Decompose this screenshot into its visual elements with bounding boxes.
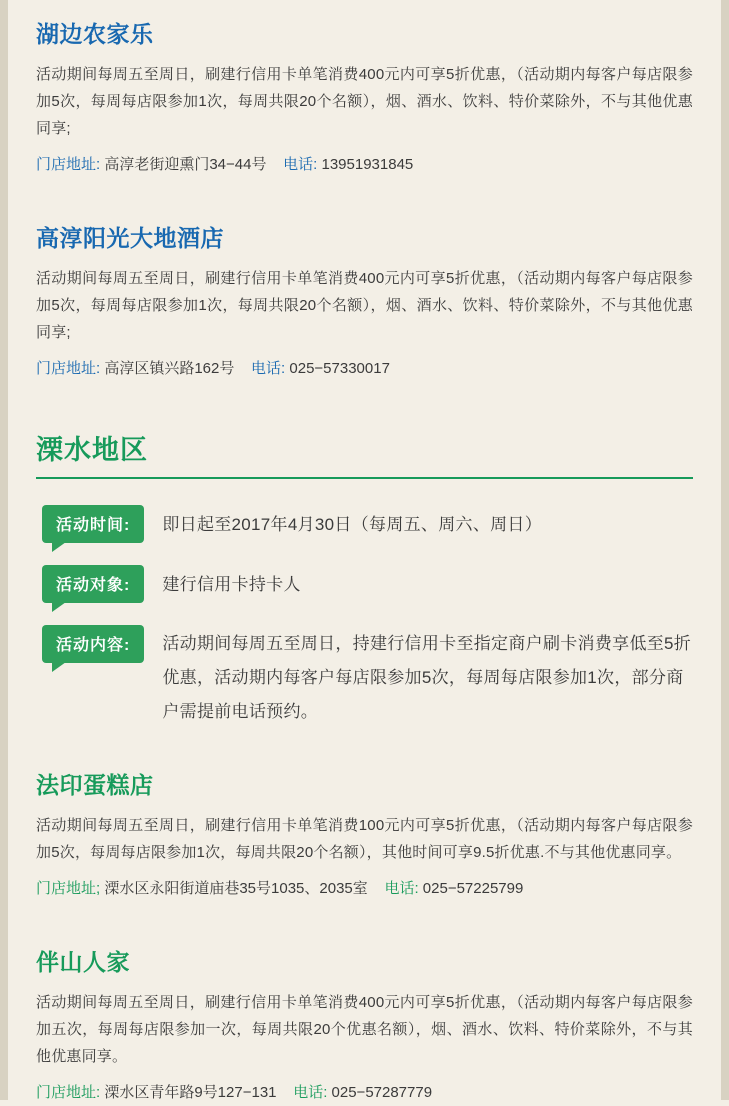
phone-value: 13951931845 — [321, 156, 414, 173]
info-tag: 活动时间: — [42, 505, 144, 543]
phone-label: 电话: — [293, 1084, 328, 1101]
address-label: 门店地址: — [36, 360, 101, 377]
info-row-time — [36, 505, 693, 543]
phone-value: 025−57330017 — [289, 360, 390, 377]
info-value: 活动期间每周五至周日，持建行信用卡至指定商户刷卡消费享低至5折优惠，活动期内每客户每店限参加5次，每周每店限参加1次，部分商户需提前电话预约。 — [162, 634, 692, 721]
address-value: 溧水区青年路9号127−131 — [104, 1084, 277, 1101]
region-divider — [36, 477, 693, 479]
merchant-description: 活动期间每周五至周日，刷建行信用卡单笔消费400元内可享5折优惠，（活动期内每客户每店限参加5次，每周每店限参加1次，每周共限20个名额），烟、酒水、饮料、特价菜除外，不与其他优惠同享; — [36, 66, 693, 137]
phone-label: 电话: — [384, 880, 419, 897]
merchant-description: 活动期间每周五至周日，刷建行信用卡单笔消费400元内可享5折优惠，（活动期内每客户每店限参加5次，每周每店限参加1次，每周共限20个名额），烟、酒水、饮料、特价菜除外，不与其他优惠同享; — [36, 270, 693, 341]
info-value: 即日起至2017年4月30日（每周五、周六、周日） — [162, 515, 543, 534]
merchant-address-line — [36, 152, 693, 178]
merchant-description: 活动期间每周五至周日，刷建行信用卡单笔消费100元内可享5折优惠，（活动期内每客户每店限参加5次，每周每店限参加1次，每周共限20个名额），其他时间可享9.5折优惠.不与其他优惠同享。 — [36, 817, 693, 861]
merchant-name: 高淳阳光大地酒店 — [36, 225, 224, 251]
merchant-description: 活动期间每周五至周日，刷建行信用卡单笔消费400元内可享5折优惠，（活动期内每客户每店限参加五次，每周每店限参加一次，每周共限20个优惠名额），烟、酒水、饮料、特价菜除外，不与其他优惠同享。 — [36, 994, 693, 1065]
info-row-target — [36, 565, 693, 603]
merchant-block — [36, 204, 693, 382]
spacer — [36, 902, 693, 928]
phone-value: 025−57225799 — [422, 880, 524, 897]
info-value: 建行信用卡持卡人 — [162, 575, 301, 594]
merchant-block — [36, 751, 693, 902]
region-title: 溧水地区 — [36, 435, 148, 465]
address-label: 门店地址; — [36, 880, 101, 897]
address-label: 门店地址: — [36, 156, 101, 173]
page-edge-right — [721, 0, 729, 1100]
info-tag: 活动内容: — [42, 625, 144, 663]
merchant-address-line — [36, 356, 693, 382]
merchant-name: 法印蛋糕店 — [36, 772, 154, 798]
info-row-content — [36, 625, 693, 729]
region-section — [36, 428, 693, 1106]
merchant-name: 伴山人家 — [36, 949, 130, 975]
phone-value: 025−57287779 — [331, 1084, 433, 1101]
info-tag: 活动对象: — [42, 565, 144, 603]
merchant-block — [36, 928, 693, 1106]
phone-label: 电话: — [283, 156, 318, 173]
address-value: 高淳区镇兴路162号 — [104, 360, 235, 377]
phone-label: 电话: — [251, 360, 286, 377]
address-label: 门店地址: — [36, 1084, 101, 1101]
address-value: 溧水区永阳街道庙巷35号1035、2035室 — [104, 880, 368, 897]
merchant-name: 湖边农家乐 — [36, 21, 154, 47]
page-edge-left — [0, 0, 8, 1100]
spacer — [36, 178, 693, 204]
merchant-block — [36, 0, 693, 178]
merchant-address-line — [36, 876, 693, 902]
address-value: 高淳老街迎熏门34−44号 — [104, 156, 267, 173]
merchant-address-line — [36, 1080, 693, 1106]
